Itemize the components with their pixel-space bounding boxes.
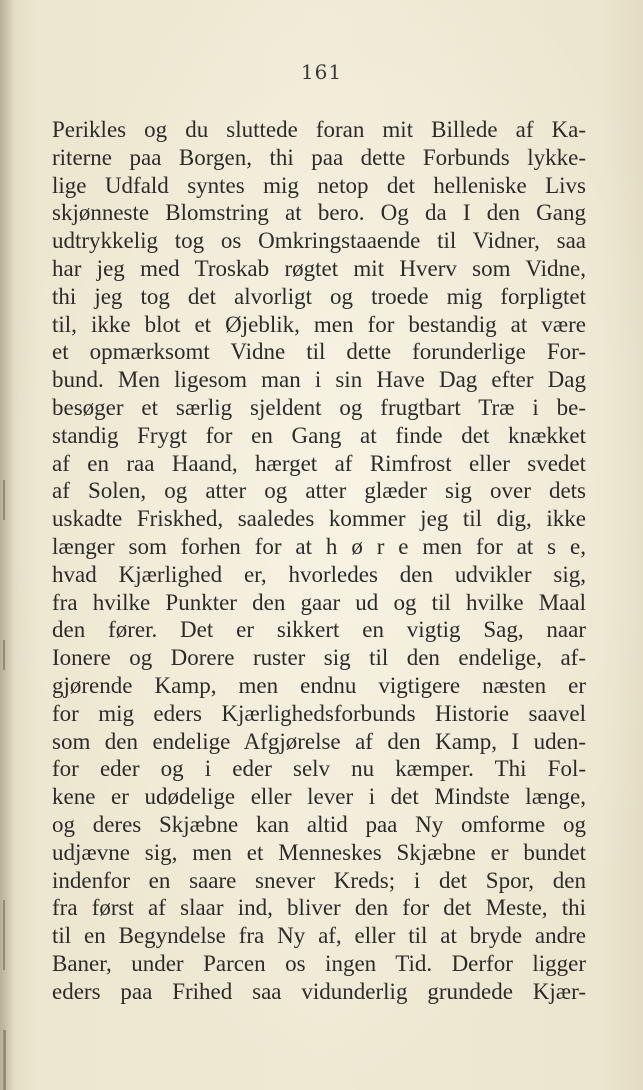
- text-line: som den endelige Afgjørelse af den Kamp, I uden-: [52, 728, 586, 754]
- page-number: 161: [300, 60, 343, 84]
- text-line: lige Udfald syntes mig netop det helleniske Livs: [52, 172, 586, 198]
- text-line: har jeg med Troskab røgtet mit Hverv som Vidne,: [52, 255, 586, 281]
- text-line: af Solen, og atter og atter glæder sig over dets: [52, 478, 586, 504]
- text-line: gjørende Kamp, men endnu vigtigere næsten er: [52, 672, 586, 698]
- body-text: [52, 116, 586, 1006]
- text-line: for mig eders Kjærlighedsforbunds Historie saavel: [52, 700, 586, 726]
- text-line: bund. Men ligesom man i sin Have Dag efter Dag: [52, 367, 586, 393]
- text-line: til, ikke blot et Øjeblik, men for bestandig at være: [52, 311, 586, 337]
- text-line: fra hvilke Punkter den gaar ud og til hvilke Maal: [52, 589, 586, 615]
- gutter-mark: [3, 640, 5, 670]
- text-line: standig Frygt for en Gang at finde det knækket: [52, 422, 586, 448]
- gutter-mark: [3, 1030, 6, 1090]
- text-line: fra først af slaar ind, bliver den for det Meste, thi: [52, 895, 586, 921]
- text-line: af en raa Haand, hærget af Rimfrost eller svedet: [52, 450, 586, 476]
- text-line: uskadte Friskhed, saaledes kommer jeg til dig, ikke: [52, 506, 586, 532]
- text-line: eders paa Frihed saa vidunderlig grundede Kjær-: [52, 978, 586, 1004]
- text-line: Perikles og du sluttede foran mit Billede af Ka-: [52, 117, 586, 142]
- text-line: skjønneste Blomstring at bero. Og da I den Gang: [52, 200, 586, 226]
- text-line: riterne paa Borgen, thi paa dette Forbunds lykke-: [52, 144, 586, 170]
- text-line: Baner, under Parcen os ingen Tid. Derfor ligger: [52, 950, 586, 976]
- text-line: udtrykkelig tog os Omkringstaaende til Vidner, saa: [52, 228, 586, 254]
- text-line: indenfor en saare snever Kreds; i det Spor, den: [52, 867, 586, 893]
- text-line: et opmærksomt Vidne til dette forunderlige For-: [52, 339, 586, 365]
- text-line: længer som forhen for at h ø r e men for at s e,: [52, 533, 586, 559]
- text-line: den fører. Det er sikkert en vigtig Sag, naar: [52, 617, 586, 643]
- text-line: kene er udødelige eller lever i det Mindste længe,: [52, 784, 586, 810]
- gutter-mark: [3, 900, 5, 970]
- text-line: besøger et særlig sjeldent og frugtbart Træ i be-: [52, 394, 586, 420]
- text-line: hvad Kjærlighed er, hvorledes den udvikler sig,: [52, 561, 586, 587]
- text-line: udjævne sig, men et Menneskes Skjæbne er bundet: [52, 839, 586, 865]
- text-line: til en Begyndelse fra Ny af, eller til at bryde andre: [52, 923, 586, 949]
- text-line: og deres Skjæbne kan altid paa Ny omforme og: [52, 811, 586, 837]
- text-line: thi jeg tog det alvorligt og troede mig forpligtet: [52, 283, 586, 309]
- gutter-mark: [3, 480, 5, 520]
- text-line: for eder og i eder selv nu kæmper. Thi Fol-: [52, 756, 586, 782]
- text-line: Ionere og Dorere ruster sig til den endelige, af-: [52, 645, 586, 671]
